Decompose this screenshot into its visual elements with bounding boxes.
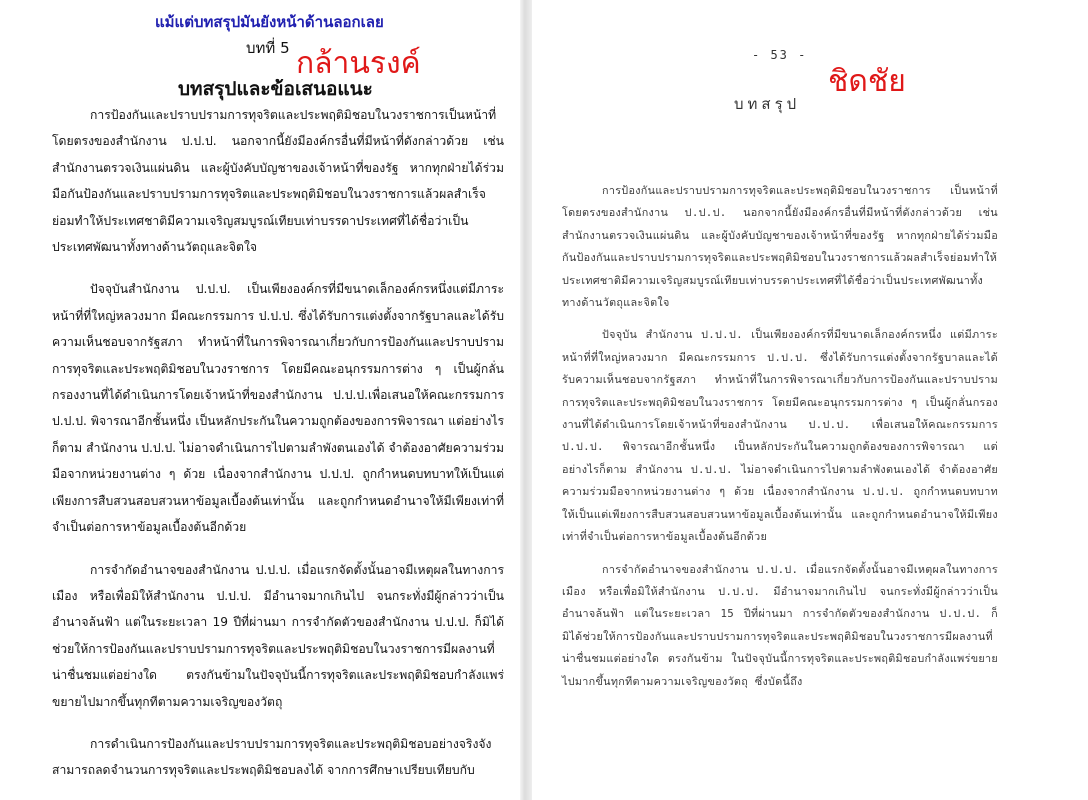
right-body-text <box>562 180 998 703</box>
left-paragraph-2: ปัจจุบันสำนักงาน ป.ป.ป. เป็นเพียงองค์กรที่มีขนาดเล็กองค์กรหนึ่งแต่มีภาระหน้าที่ที่ใหญ่หลวงมาก มีคณะกรรมการ ป.ป.ป. ซึ่งได้รับการแต่งตั้งจากรัฐบาลและได้รับความเห็นชอบจากรัฐสภา ทำหน้าที่ในการพิจารณาเกี่ยวกับการป้องกันและปราบปรามการทุจริตและประพฤติมิชอบในวงราชการ โดยมีคณะอนุกรรมการต่าง ๆ เป็นผู้กลั่นกรองงานที่ได้ดำเนินการโดยเจ้าหน้าที่ของสำนักงาน ป.ป.ป.เพื่อเสนอให้คณะกรรมการ ป.ป.ป. พิจารณาอีกชั้นหนึ่ง เป็นหลักประกันในความถูกต้องของการพิจารณา แต่อย่างไรก็ตาม สำนักงาน ป.ป.ป. ไม่อาจดำเนินการไปตามลำพังตนเองได้ จำต้องอาศัยความร่วมมือจากหน่วยงานต่าง ๆ ด้วย เนื่องจากสำนักงาน ป.ป.ป. ถูกกำหนดบทบาทให้เป็นแต่เพียงการสืบสวนสอบสวนหาข้อมูลเบื้องต้นเท่านั้น และถูกกำหนดอำนาจให้มีเพียงเท่าที่จำเป็นต่อการหาข้อมูลเบื้องต้นอีกด้วย <box>52 282 504 535</box>
left-chapter-number: บทที่ 5 <box>246 39 290 57</box>
right-page-number: - 53 - <box>752 48 808 62</box>
right-chapter-title: บทสรุป <box>734 95 801 113</box>
left-paragraph-4: การดำเนินการป้องกันและปราบปรามการทุจริตและประพฤติมิชอบอย่างจริงจังสามารถลดจำนวนการทุจริตและประพฤติมิชอบลงได้ จากการศึกษาเปรียบเทียบกับ <box>52 736 492 778</box>
left-paragraph-1: การป้องกันและปราบปรามการทุจริตและประพฤติมิชอบในวงราชการเป็นหน้าที่โดยตรงของสำนักงาน ป.ป.ป. นอกจากนี้ยังมีองค์กรอื่นที่มีหน้าที่ดังกล่าวด้วย เช่น สำนักงานตรวจเงินแผ่นดิน และผู้บังคับบัญชาของเจ้าหน้าที่ของรัฐ หากทุกฝ่ายได้ร่วมมือกันป้องกันและปราบปรามการทุจริตและประพฤติมิชอบในวงราชการแล้วผลสำเร็จย่อมทำให้ประเทศชาติมีความเจริญสมบูรณ์เทียบเท่าบรรดาประเทศที่ได้ชื่อว่าเป็นประเทศพัฒนาทั้งทางด้านวัตถุและจิตใจ <box>52 108 504 255</box>
right-paragraph-1: การป้องกันและปราบปรามการทุจริตและประพฤติมิชอบในวงราชการ เป็นหน้าที่โดยตรงของสำนักงาน ป.ป.ป. นอกจากนี้ยังมีองค์กรอื่นที่มีหน้าที่ดังกล่าวด้วย เช่น สำนักงานตรวจเงินแผ่นดิน และผู้บังคับบัญชาของเจ้าหน้าที่ของรัฐ หากทุกฝ่ายได้ร่วมมือกันป้องกันและปราบปรามการทุจริตและประพฤติมิชอบในวงราชการแล้วผลสำเร็จย่อมทำให้ประเทศชาติมีความเจริญสมบูรณ์เทียบเท่าบรรดาประเทศที่ได้ชื่อว่าเป็นประเทศพัฒนาทั้งทางด้านวัตถุและจิตใจ <box>562 184 998 310</box>
left-document-page <box>0 0 520 800</box>
right-document-page <box>532 0 1088 800</box>
annotation-top-note: แม้แต่บทสรุปมันยังหน้าด้านลอกเลย <box>155 13 384 31</box>
right-author-label: ชิดชัย <box>828 64 906 99</box>
left-author-label: กล้านรงค์ <box>296 46 421 81</box>
left-body-text <box>52 102 504 800</box>
left-paragraph-3: การจำกัดอำนาจของสำนักงาน ป.ป.ป. เมื่อแรกจัดตั้งนั้นอาจมีเหตุผลในทางการเมือง หรือเพื่อมิให้สำนักงาน ป.ป.ป. มีอำนาจมากเกินไป จนกระทั่งมีผู้กล่าวว่าเป็นอำนาจล้นฟ้า แต่ในระยะเวลา 19 ปีที่ผ่านมา การจำกัดตัวของสำนักงาน ป.ป.ป. ก็มิได้ช่วยให้การป้องกันและปราบปรามการทุจริตและประพฤติมิชอบในวงราชการมีผลงานที่น่าชื่นชมแต่อย่างใด ตรงกันข้ามในปัจจุบันนี้การทุจริตและประพฤติมิชอบกำลังแพร่ขยายไปมากขึ้นทุกทีตามความเจริญของวัตถุ <box>52 562 504 709</box>
right-paragraph-3: การจำกัดอำนาจของสำนักงาน ป.ป.ป. เมื่อแรกจัดตั้งนั้นอาจมีเหตุผลในทางการเมือง หรือเพื่อมิให้สำนักงาน ป.ป.ป. มีอำนาจมากเกินไป จนกระทั่งมีผู้กล่าวว่าเป็นอำนาจล้นฟ้า แต่ในระยะเวลา 15 ปีที่ผ่านมา การจำกัดตัวของสำนักงาน ป.ป.ป. ก็มิได้ช่วยให้การป้องกันและปราบปรามการทุจริตและประพฤติมิชอบในวงราชการมีผลงานที่น่าชื่นชมแต่อย่างใด ตรงกันข้าม ในปัจจุบันนี้การทุจริตและประพฤติมิชอบกำลังแพร่ขยายไปมากขึ้นทุกทีตามความเจริญของวัตถุ ซึ่งบัดนี้ถึง <box>562 562 998 688</box>
right-paragraph-2: ปัจจุบัน สำนักงาน ป.ป.ป. เป็นเพียงองค์กรที่มีขนาดเล็กองค์กรหนึ่ง แต่มีภาระหน้าที่ที่ใหญ่หลวงมาก มีคณะกรรมการ ป.ป.ป. ซึ่งได้รับการแต่งตั้งจากรัฐบาลและได้รับความเห็นชอบจากรัฐสภา ทำหน้าที่ในการพิจารณาเกี่ยวกับการป้องกันและปราบปรามการทุจริตและประพฤติมิชอบในวงราชการ โดยมีคณะอนุกรรมการต่าง ๆ เป็นผู้กลั่นกรองงานที่ได้ดำเนินการโดยเจ้าหน้าที่ของสำนักงาน ป.ป.ป. เพื่อเสนอให้คณะกรรมการ ป.ป.ป. พิจารณาอีกชั้นหนึ่ง เป็นหลักประกันในความถูกต้องของการพิจารณา แต่อย่างไรก็ตาม สำนักงาน ป.ป.ป. ไม่อาจดำเนินการไปตามลำพังตนเองได้ จำต้องอาศัยความร่วมมือจากหน่วยงานต่าง ๆ ด้วย เนื่องจากสำนักงาน ป.ป.ป. ถูกกำหนดบทบาทให้เป็นแต่เพียงการสืบสวนสอบสวนหาข้อมูลเบื้องต้นเท่านั้น และถูกกำหนดอำนาจให้มีเพียงเท่าที่จำเป็นต่อการหาข้อมูลเบื้องต้นอีกด้วย <box>562 328 998 544</box>
left-chapter-title: บทสรุปและข้อเสนอแนะ <box>178 78 373 100</box>
page-gutter <box>520 0 532 800</box>
